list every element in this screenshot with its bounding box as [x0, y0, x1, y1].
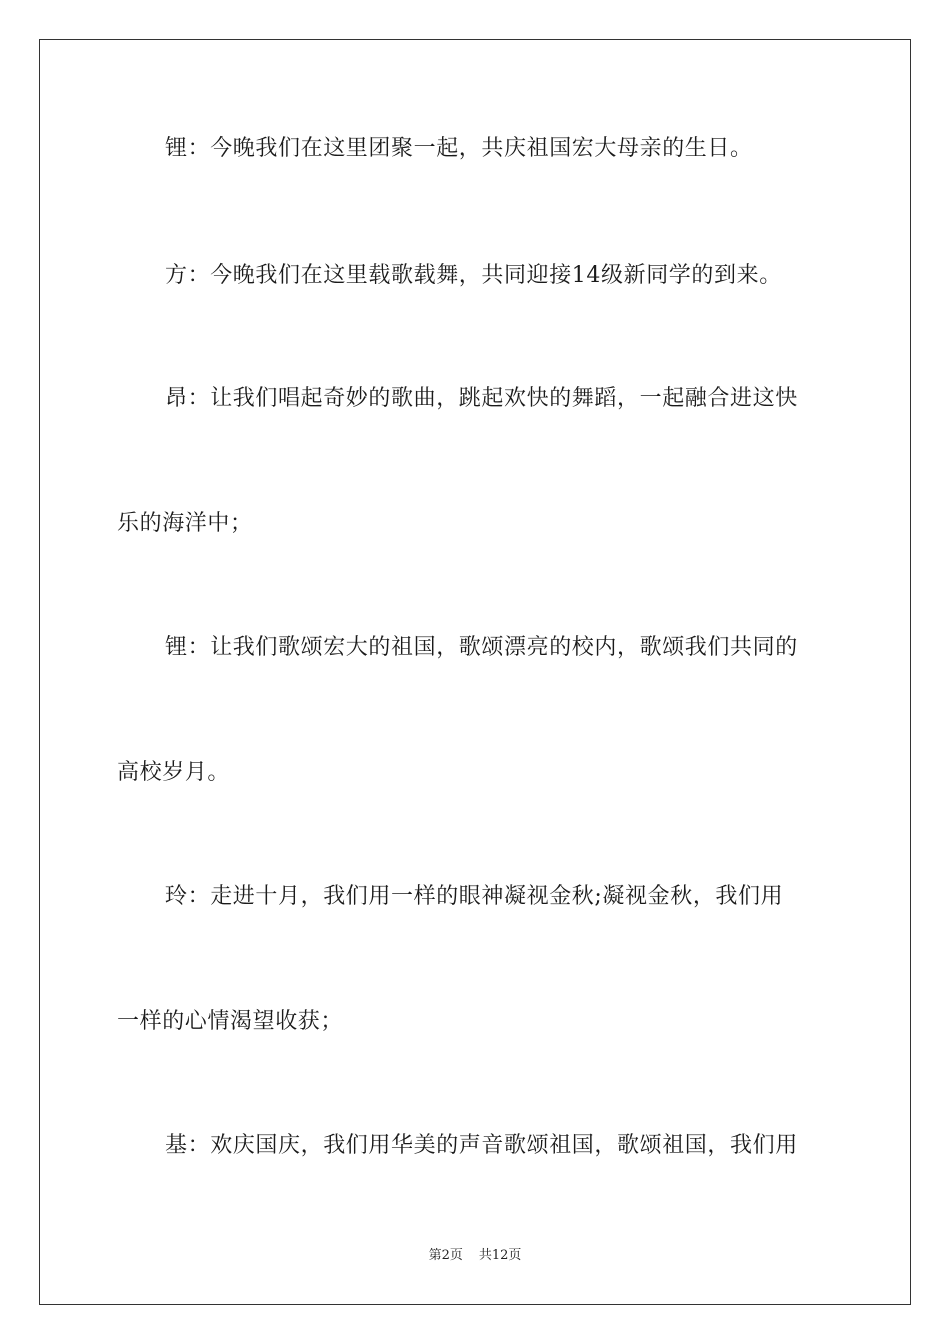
paragraph-line: 锂：让我们歌颂宏大的祖国，歌颂漂亮的校内，歌颂我们共同的	[165, 635, 798, 660]
page-total: 共12页	[478, 1248, 522, 1263]
page-number: 第2页	[428, 1248, 463, 1263]
paragraph-line: 方：今晚我们在这里载歌载舞，共同迎接14级新同学的到来。	[165, 263, 782, 288]
paragraph-line: 昂：让我们唱起奇妙的歌曲，跳起欢快的舞蹈，一起融合进这快	[165, 386, 798, 411]
page-border	[39, 39, 911, 1305]
page-footer	[0, 1247, 950, 1265]
paragraph-line: 锂：今晚我们在这里团聚一起，共庆祖国宏大母亲的生日。	[165, 136, 753, 161]
paragraph-line: 基：欢庆国庆，我们用华美的声音歌颂祖国，歌颂祖国，我们用	[165, 1133, 798, 1158]
paragraph-line: 乐的海洋中；	[117, 511, 253, 536]
paragraph-line: 一样的心情渴望收获；	[117, 1009, 344, 1034]
paragraph-line: 高校岁月。	[117, 760, 231, 785]
paragraph-line: 玲：走进十月，我们用一样的眼神凝视金秋;凝视金秋，我们用	[165, 884, 784, 909]
